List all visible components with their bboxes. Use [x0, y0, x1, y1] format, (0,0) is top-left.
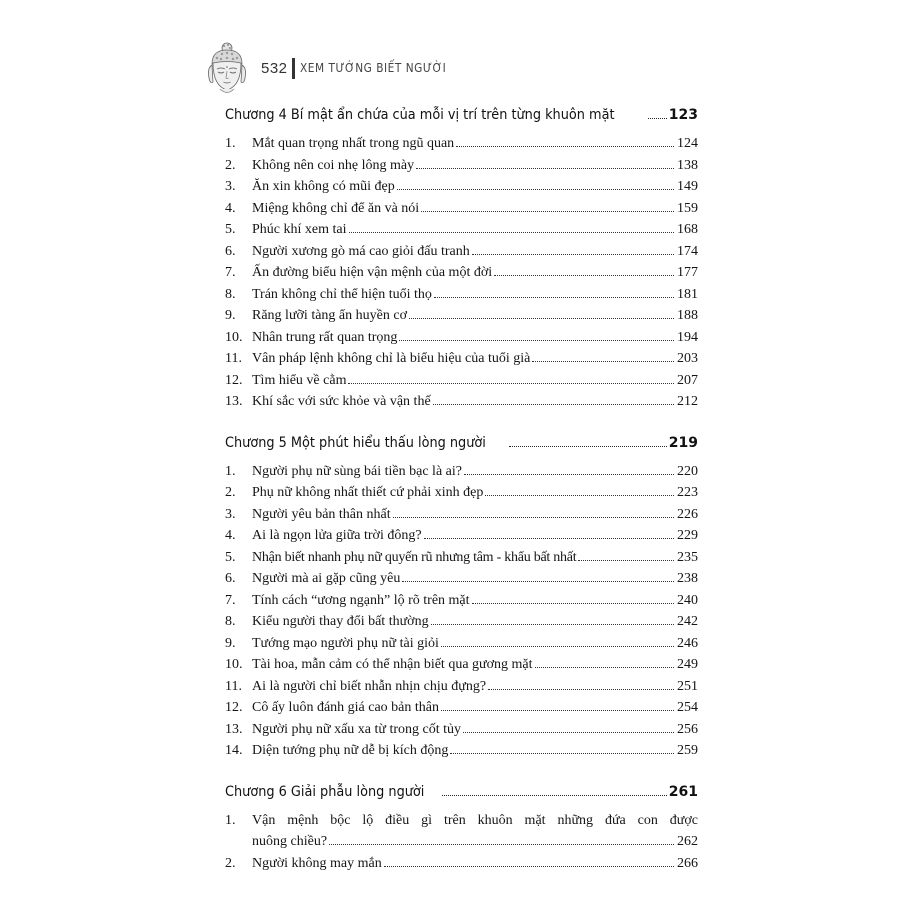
page-header — [203, 38, 703, 98]
entry-page: 266 — [677, 855, 698, 871]
entry-title: Tài hoa, mẫn cảm có thể nhận biết qua gương mặt — [252, 657, 533, 672]
toc-entry: 13. Người phụ nữ xấu xa từ trong cốt tủy 256 — [225, 719, 698, 741]
toc-entry: 8. Kiểu người thay đổi bất thường 242 — [225, 611, 698, 633]
chapter-6 — [225, 779, 698, 875]
entry-title: Ai là ngọn lửa giữa trời đông? — [252, 528, 422, 543]
chapter-heading — [225, 779, 698, 806]
chapter-4 — [225, 102, 698, 413]
entry-title: Miệng không chỉ để ăn và nói — [252, 200, 420, 216]
entry-page: 168 — [677, 222, 698, 237]
toc-entry: 5. Phúc khí xem tai 168 — [225, 219, 698, 241]
header-divider — [292, 58, 295, 79]
entry-page: 124 — [677, 136, 698, 151]
toc-entry: 3. Người yêu bản thân nhất 226 — [225, 504, 698, 526]
chapter-title: Chương 5 Một phút hiểu thấu lòng người — [225, 434, 486, 451]
toc-entry: 11. Vân pháp lệnh không chỉ là biểu hiệu của tuổi già 203 — [225, 348, 698, 370]
toc-entry: 11. Ai là người chỉ biết nhẫn nhịn chịu đựng? 251 — [225, 676, 698, 698]
entry-title: Người xương gò má cao giỏi đấu tranh — [252, 243, 470, 259]
toc-entry: 12. Tìm hiểu về cằm 207 — [225, 370, 698, 392]
entry-page: 177 — [677, 265, 698, 280]
entry-page: 159 — [677, 200, 698, 216]
toc-entry: 6. Người mà ai gặp cũng yêu 238 — [225, 568, 698, 590]
entry-title: Người mà ai gặp cũng yêu — [252, 571, 401, 586]
entry-title: Khí sắc với sức khỏe và vận thế — [252, 394, 431, 409]
entry-page: 235 — [677, 549, 698, 565]
entry-title: Nhận biết nhanh phụ nữ quyến rũ nhưng tâm - khẩu bất nhất — [252, 549, 577, 565]
entry-page: 207 — [677, 372, 698, 388]
entry-page: 223 — [677, 485, 698, 500]
entry-title-continued: nuông chiều? — [252, 834, 328, 849]
entry-page: 220 — [677, 463, 698, 479]
toc-entry: 7. Ấn đường biểu hiện vận mệnh của một đời 177 — [225, 262, 698, 284]
entry-title: Người phụ nữ xấu xa từ trong cốt tủy — [252, 721, 462, 737]
entry-page: 256 — [677, 721, 698, 737]
entry-page: 242 — [677, 614, 698, 629]
toc-entry: 5. Nhận biết nhanh phụ nữ quyến rũ nhưng tâm - khẩu bất nhất 235 — [225, 547, 698, 569]
entry-title: Nhân trung rất quan trọng — [252, 329, 398, 345]
chapter-heading — [225, 102, 698, 129]
entry-page: 174 — [677, 243, 698, 259]
entry-title: Phụ nữ không nhất thiết cứ phải xinh đẹp — [252, 485, 484, 500]
entry-title: Ai là người chỉ biết nhẫn nhịn chịu đựng? — [252, 678, 487, 694]
entry-page: 249 — [677, 657, 698, 672]
toc-entry: 9. Răng lưỡi tàng ẩn huyền cơ 188 — [225, 305, 698, 327]
toc-entry: 13. Khí sắc với sức khỏe và vận thế 212 — [225, 391, 698, 413]
chapter-page: 123 — [668, 107, 698, 123]
chapter-heading — [225, 430, 698, 457]
entry-page: 229 — [677, 528, 698, 543]
toc-entry: 12. Cô ấy luôn đánh giá cao bản thân 254 — [225, 697, 698, 719]
toc-entry: 3. Ăn xin không có mũi đẹp 149 — [225, 176, 698, 198]
entry-page: 203 — [677, 351, 698, 366]
entry-title: Vận mệnh bộc lộ điều gì trên khuôn mặt những đứa con được — [252, 812, 698, 828]
entry-page: 251 — [677, 678, 698, 694]
entry-title: Tính cách “ương ngạnh” lộ rõ trên mặt — [252, 592, 470, 608]
toc-entry: 8. Trán không chỉ thể hiện tuổi thọ 181 — [225, 284, 698, 306]
entry-page: 262 — [677, 834, 698, 849]
toc-entry: 1. Mắt quan trọng nhất trong ngũ quan 124 — [225, 133, 698, 155]
dot-leader — [442, 795, 667, 796]
toc-entry: 2. Người không may mắn 266 — [225, 853, 698, 875]
entry-title: Không nên coi nhẹ lông mày — [252, 157, 415, 173]
entry-title: Người phụ nữ sùng bái tiền bạc là ai? — [252, 463, 462, 479]
chapter-title: Chương 6 Giải phẫu lòng người — [225, 783, 425, 800]
entry-title: Cô ấy luôn đánh giá cao bản thân — [252, 700, 440, 715]
entry-title: Vân pháp lệnh không chỉ là biểu hiệu của tuổi già — [252, 351, 531, 366]
entry-title: Ấn đường biểu hiện vận mệnh của một đời — [252, 265, 493, 280]
buddha-head-icon — [203, 38, 251, 98]
dot-leader — [509, 446, 667, 447]
toc-entry: 2. Không nên coi nhẹ lông mày 138 — [225, 155, 698, 177]
running-title: XEM TƯỚNG BIẾT NGƯỜI — [300, 61, 447, 75]
toc-entry: 1. Người phụ nữ sùng bái tiền bạc là ai? 220 — [225, 461, 698, 483]
entry-page: 238 — [677, 571, 698, 586]
entry-title: Kiểu người thay đổi bất thường — [252, 614, 429, 629]
chapter-5 — [225, 430, 698, 762]
table-of-contents — [225, 102, 698, 874]
entry-title: Tướng mạo người phụ nữ tài giỏi — [252, 635, 439, 651]
entry-title: Mắt quan trọng nhất trong ngũ quan — [252, 136, 455, 151]
entry-page: 212 — [677, 394, 698, 409]
page-number: 532 — [261, 60, 288, 77]
chapter-page: 219 — [668, 434, 698, 451]
entry-title: Phúc khí xem tai — [252, 222, 347, 237]
toc-entry: 9. Tướng mạo người phụ nữ tài giỏi 246 — [225, 633, 698, 655]
toc-entry: 14. Diện tướng phụ nữ dễ bị kích động 259 — [225, 740, 698, 762]
entry-page: 149 — [677, 179, 698, 194]
chapter-title: Chương 4 Bí mật ẩn chứa của mỗi vị trí trên từng khuôn mặt — [225, 107, 615, 123]
entry-title: Người yêu bản thân nhất — [252, 506, 391, 522]
entry-page: 259 — [677, 743, 698, 758]
dot-leader — [648, 118, 666, 119]
entry-page: 254 — [677, 700, 698, 715]
toc-entry: 6. Người xương gò má cao giỏi đấu tranh 174 — [225, 241, 698, 263]
entry-title: Răng lưỡi tàng ẩn huyền cơ — [252, 308, 407, 323]
entry-title: Ăn xin không có mũi đẹp — [252, 179, 395, 194]
entry-title: Diện tướng phụ nữ dễ bị kích động — [252, 743, 449, 758]
entry-page: 188 — [677, 308, 698, 323]
entry-page: 138 — [677, 157, 698, 173]
entry-title: Người không may mắn — [252, 855, 382, 871]
entry-title: Trán không chỉ thể hiện tuổi thọ — [252, 286, 432, 302]
entry-page: 226 — [677, 506, 698, 522]
entry-page: 240 — [677, 592, 698, 608]
entry-page: 181 — [677, 286, 698, 302]
toc-entry: 4. Ai là ngọn lửa giữa trời đông? 229 — [225, 525, 698, 547]
entry-title: Tìm hiểu về cằm — [252, 372, 347, 388]
entry-page: 246 — [677, 635, 698, 651]
toc-entry: 10. Tài hoa, mẫn cảm có thể nhận biết qua gương mặt 249 — [225, 654, 698, 676]
toc-entry: 1. Vận mệnh bộc lộ điều gì trên khuôn mặt những đứa con được nuông chiều? 262 — [225, 810, 698, 853]
toc-entry: 4. Miệng không chỉ để ăn và nói 159 — [225, 198, 698, 220]
toc-entry: 2. Phụ nữ không nhất thiết cứ phải xinh đẹp 223 — [225, 482, 698, 504]
toc-entry: 10. Nhân trung rất quan trọng 194 — [225, 327, 698, 349]
entry-page: 194 — [677, 329, 698, 345]
toc-entry: 7. Tính cách “ương ngạnh” lộ rõ trên mặt 240 — [225, 590, 698, 612]
chapter-page: 261 — [668, 783, 698, 800]
